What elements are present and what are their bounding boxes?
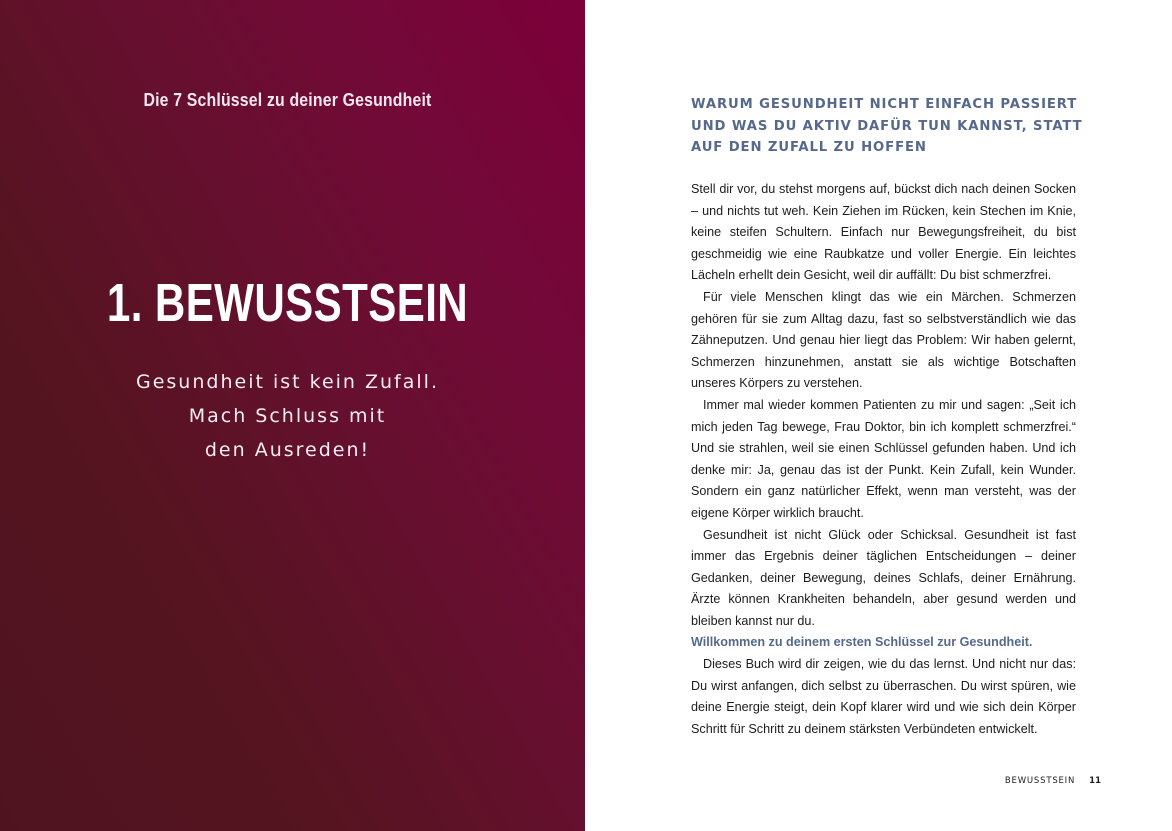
body-text	[691, 179, 1076, 740]
paragraph: Gesundheit ist nicht Glück oder Schicksal. Gesundheit ist fast immer das Ergebnis deiner täglichen Entscheidungen – deiner Gedanken, deiner Bewegung, deines Schlafs, deiner Ernährung. Ärzte können Krankheiten behandeln, aber gesund werden und bleiben kannst nur du.	[691, 527, 1076, 628]
heading-line: AUF DEN ZUFALL ZU HOFFEN	[691, 140, 927, 155]
tagline-line: Gesundheit ist kein Zufall.	[136, 371, 439, 393]
page-number: 11	[1089, 776, 1101, 786]
tagline-line: Mach Schluss mit	[188, 405, 387, 427]
chapter-tagline	[0, 365, 575, 467]
chapter-title: 1. BEWUSSTSEIN	[106, 273, 469, 333]
running-head: BEWUSSTSEIN	[1004, 776, 1076, 786]
heading-line: WARUM GESUNDHEIT NICHT EINFACH PASSIERT	[691, 97, 1078, 112]
paragraph: Stell dir vor, du stehst morgens auf, bückst dich nach deinen Socken – und nichts tut weh. Kein Ziehen im Rücken, kein Stechen im Knie, keine steifen Schultern. Einfach nur Bewegungsfreiheit, du bist geschmeidig wie eine Raubkatze und voller Energie. Ein leichtes Lächeln erhellt dein Gesicht, weil dir auffällt: Du bist schmerzfrei.	[691, 182, 1076, 283]
paragraph: Dieses Buch wird dir zeigen, wie du das lernst. Und nicht nur das: Du wirst anfangen, dich selbst zu überraschen. Du wirst spüren, wie deine Energie steigt, dein Kopf klarer wird und wie sich dein Körper Schritt für Schritt zu deinem stärksten Verbündeten entwickelt.	[691, 657, 1076, 736]
section-heading	[691, 94, 1091, 159]
tagline-line: den Ausreden!	[204, 439, 371, 461]
page-footer	[585, 776, 1101, 786]
left-page-chapter-opener	[0, 0, 585, 831]
paragraph: Immer mal wieder kommen Patienten zu mir und sagen: „Seit ich mich jeden Tag bewege, Frau Doktor, bin ich komplett schmerzfrei.“ Und sie strahlen, weil sie einen Schlüssel gefunden haben. Und ich denke mir: Ja, genau das ist der Punkt. Kein Zufall, kein Wunder. Sondern ein ganz natürlicher Effekt, wenn man versteht, was der eigene Körper wirklich braucht.	[691, 397, 1076, 520]
heading-line: UND WAS DU AKTIV DAFÜR TUN KANNST, STATT	[691, 118, 1083, 134]
series-title: Die 7 Schlüssel zu deiner Gesundheit	[143, 90, 432, 110]
paragraph: Für viele Menschen klingt das wie ein Märchen. Schmerzen gehören für sie zum Alltag dazu, fast so selbstverständlich wie das Zähneputzen. Und genau hier liegt das Problem: Wir haben gelernt, Schmerzen hinzunehmen, anstatt sie als wichtige Botschaften unseres Körpers zu verstehen.	[691, 289, 1076, 391]
right-page-text	[585, 0, 1172, 831]
highlight-sentence: Willkommen zu deinem ersten Schlüssel zur Gesundheit.	[691, 635, 1033, 650]
